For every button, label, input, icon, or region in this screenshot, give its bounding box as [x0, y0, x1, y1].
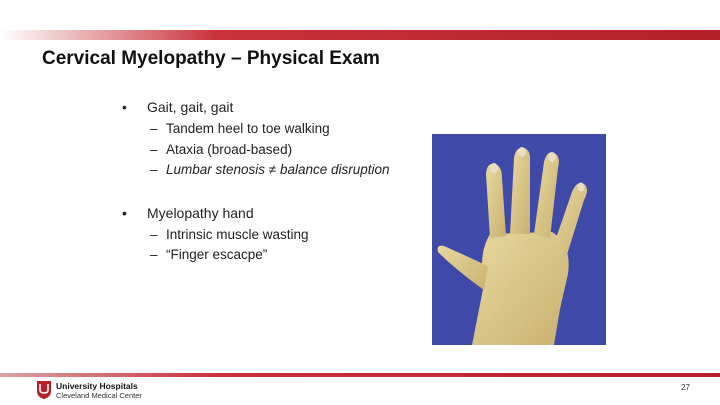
dash-mark: –	[150, 247, 158, 262]
university-hospitals-logo	[36, 380, 186, 402]
logo-subname: Cleveland Medical Center	[56, 391, 142, 400]
sub-bullet-text: Intrinsic muscle wasting	[166, 226, 309, 242]
sub-bullet-item	[120, 119, 430, 140]
sub-bullet-text: Tandem heel to toe walking	[166, 121, 330, 136]
dash-mark: –	[150, 121, 158, 136]
bullet-item	[120, 97, 430, 117]
bullet-text: Myelopathy hand	[147, 204, 254, 221]
dash-mark: –	[150, 226, 158, 242]
bullet-list	[120, 97, 430, 288]
bullet-item	[120, 203, 430, 223]
sub-bullet-item	[120, 160, 430, 181]
sub-bullet-item	[120, 140, 430, 161]
sub-bullet-text: Ataxia (broad-based)	[166, 141, 293, 157]
page-number: 27	[681, 383, 690, 392]
bottom-accent-bar	[0, 373, 720, 377]
logo-name: University Hospitals	[56, 381, 138, 391]
sub-bullet-item	[120, 245, 430, 266]
bullet-group-gait	[120, 97, 430, 181]
sub-bullet-text: “Finger escacpe”	[166, 247, 268, 262]
uh-shield-icon	[36, 380, 52, 400]
bullet-mark: •	[122, 99, 127, 115]
slide-title: Cervical Myelopathy – Physical Exam	[42, 48, 380, 69]
bullet-group-hand	[120, 203, 430, 266]
sub-bullet-text: Lumbar stenosis ≠ balance disruption	[166, 162, 390, 177]
sub-bullet-item	[120, 225, 430, 246]
top-accent-bar	[0, 30, 720, 40]
hand-illustration	[432, 134, 606, 345]
dash-mark: –	[150, 141, 158, 157]
dash-mark: –	[150, 162, 158, 177]
bullet-text: Gait, gait, gait	[147, 99, 234, 115]
hand-photo	[432, 134, 606, 345]
bullet-mark: •	[122, 204, 127, 221]
